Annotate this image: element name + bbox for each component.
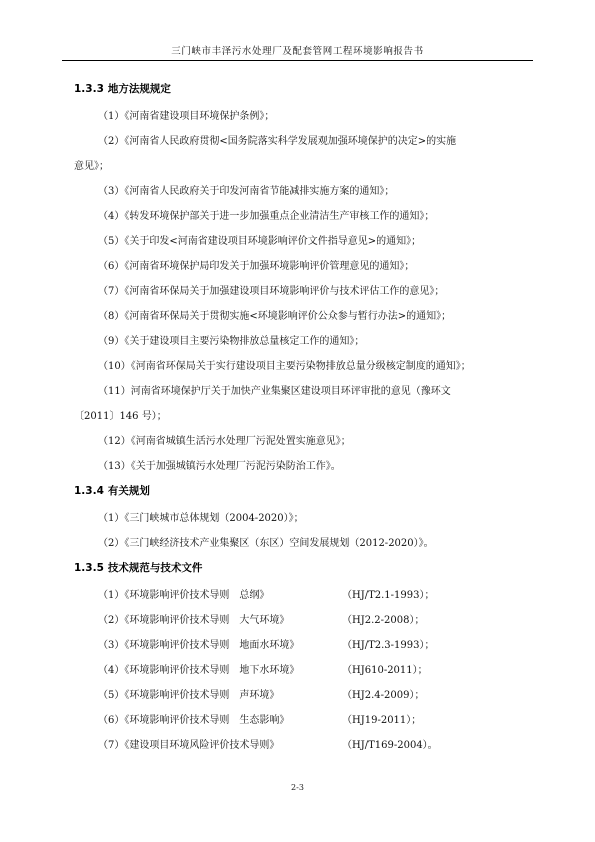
section-number: 1.3.3 — [74, 83, 104, 95]
list-item: （10）《河南省环保局关于实行建设项目主要污染物排放总量分级核定制度的通知》； — [98, 361, 471, 372]
spec-name: （7）《建设项目环境风险评价技术导则》 — [98, 740, 280, 751]
list-item: （11）河南省环境保护厅关于加快产业集聚区建设项目环评审批的意见（豫环文 — [98, 386, 451, 397]
list-item: （9）《关于建设项目主要污染物排放总量核定工作的通知》； — [98, 336, 365, 347]
spec-name: （5）《环境影响评价技术导则 声环境》 — [98, 690, 280, 701]
list-item: （4）《转发环境保护部关于进一步加强重点企业清洁生产审核工作的通知》； — [98, 211, 435, 222]
spec-code: （HJ19-2011）； — [342, 715, 422, 726]
list-item: （13）《关于加强城镇污水处理厂污泥污染防治工作》。 — [98, 461, 341, 472]
section-heading-local-regulations — [74, 81, 171, 96]
spec-code: （HJ2.2-2008）； — [342, 615, 425, 626]
page-number: 2-3 — [291, 783, 304, 792]
spec-name: （6）《环境影响评价技术导则 生态影响》 — [98, 715, 290, 726]
list-item: （2）《河南省人民政府贯彻<国务院落实科学发展观加强环境保护的决定>的实施 — [98, 136, 457, 147]
spec-code: （HJ610-2011）； — [342, 665, 428, 676]
list-item: （6）《河南省环境保护局印发关于加强环境影响评价管理意见的通知》； — [98, 261, 415, 272]
section-number: 1.3.4 — [74, 485, 104, 497]
list-item: （1）《河南省建设项目环境保护条例》； — [98, 111, 275, 122]
spec-name: （1）《环境影响评价技术导则 总纲》 — [98, 590, 270, 601]
section-title: 地方法规规定 — [107, 83, 171, 95]
list-item: （8）《河南省环保局关于贯彻实施<环境影响评价公众参与暂行办法>的通知》； — [98, 311, 452, 322]
list-item: （1）《三门峡城市总体规划（2004-2020）》； — [98, 513, 304, 524]
list-item: （2）《三门峡经济技术产业集聚区（东区）空间发展规划（2012-2020）》。 — [98, 538, 434, 549]
section-heading-related-plans — [74, 483, 150, 498]
page-header: 三门峡市丰泽污水处理厂及配套管网工程环境影响报告书 — [171, 46, 424, 57]
list-item: （5）《关于印发<河南省建设项目环境影响评价文件指导意见>的通知》； — [98, 236, 422, 247]
list-item: （12）《河南省城镇生活污水处理厂污泥处置实施意见》； — [98, 436, 351, 447]
list-item: （7）《河南省环保局关于加强建设项目环境影响评价与技术评估工作的意见》； — [98, 286, 445, 297]
section-number: 1.3.5 — [74, 562, 104, 574]
list-item-continuation: 〔2011〕146 号）； — [74, 411, 167, 422]
spec-code: （HJ/T2.1-1993）； — [342, 590, 435, 601]
header-rule — [62, 60, 533, 61]
spec-name: （3）《环境影响评价技术导则 地面水环境》 — [98, 640, 300, 651]
spec-code: （HJ/T2.3-1993）； — [342, 640, 435, 651]
spec-code: （HJ/T169-2004）。 — [342, 740, 438, 751]
section-title: 技术规范与技术文件 — [107, 562, 203, 574]
list-item-continuation: 意见》； — [74, 161, 109, 172]
spec-code: （HJ2.4-2009）； — [342, 690, 425, 701]
spec-name: （2）《环境影响评价技术导则 大气环境》 — [98, 615, 290, 626]
list-item: （3）《河南省人民政府关于印发河南省节能减排实施方案的通知》； — [98, 186, 395, 197]
section-heading-technical-specs — [74, 560, 202, 575]
spec-name: （4）《环境影响评价技术导则 地下水环境》 — [98, 665, 300, 676]
section-title: 有关规划 — [107, 485, 150, 497]
